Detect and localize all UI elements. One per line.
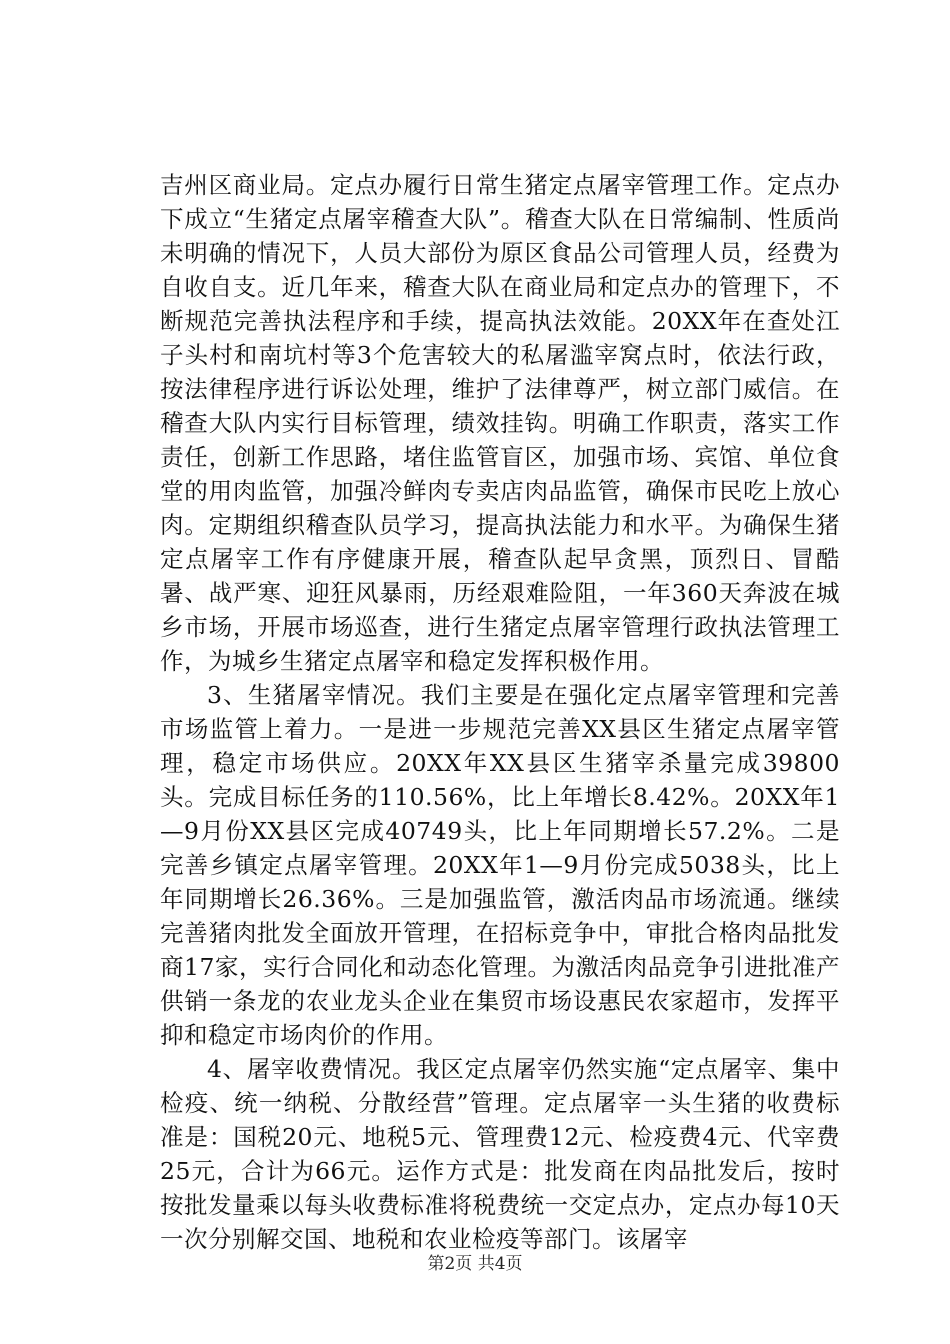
document-body [160, 168, 840, 1256]
paragraph-1: 吉州区商业局。定点办履行日常生猪定点屠宰管理工作。定点办下成立“生猪定点屠宰稽查大队”。稽查大队在日常编制、性质尚未明确的情况下，人员大部份为原区食品公司管理人员，经费为自收自支。近几年来，稽查大队在商业局和定点办的管理下，不断规范完善执法程序和手续，提高执法效能。20XX年在查处江子头村和南坑村等3个危害较大的私屠滥宰窝点时，依法行政，按法律程序进行诉讼处理，维护了法律尊严，树立部门威信。在稽查大队内实行目标管理，绩效挂钩。明确工作职责，落实工作责任，创新工作思路，堵住监管盲区，加强市场、宾馆、单位食堂的用肉监管，加强冷鲜肉专卖店肉品监管，确保市民吃上放心肉。定期组织稽查队员学习，提高执法能力和水平。为确保生猪定点屠宰工作有序健康开展，稽查队起早贪黑，顶烈日、冒酷暑、战严寒、迎狂风暴雨，历经艰难险阻，一年360天奔波在城乡市场，开展市场巡查，进行生猪定点屠宰管理行政执法管理工作，为城乡生猪定点屠宰和稳定发挥积极作用。 [160, 171, 840, 675]
paragraph-2: 3、生猪屠宰情况。我们主要是在强化定点屠宰管理和完善市场监管上着力。一是进一步规范完善XX县区生猪定点屠宰管理，稳定市场供应。20XX年XX县区生猪宰杀量完成39800头。完成目标任务的110.56%，比上年增长8.42%。20XX年1—9月份XX县区完成40749头，比上年同期增长57.2%。二是完善乡镇定点屠宰管理。20XX年1—9月份完成5038头，比上年同期增长26.36%。三是加强监管，激活肉品市场流通。继续完善猪肉批发全面放开管理，在招标竞争中，审批合格肉品批发商17家，实行合同化和动态化管理。为激活肉品竞争引进批准产供销一条龙的农业龙头企业在集贸市场设惠民农家超市，发挥平抑和稳定市场肉价的作用。 [160, 681, 840, 1049]
paragraph-3: 4、屠宰收费情况。我区定点屠宰仍然实施“定点屠宰、集中检疫、统一纳税、分散经营”管理。定点屠宰一头生猪的收费标准是：国税20元、地税5元、管理费12元、检疫费4元、代宰费25元，合计为66元。运作方式是：批发商在肉品批发后，按时按批发量乘以每头收费标准将税费统一交定点办，定点办每10天一次分别解交国、地税和农业检疫等部门。该屠宰 [160, 1055, 840, 1253]
page-footer: 第2页 共4页 [427, 1254, 523, 1274]
